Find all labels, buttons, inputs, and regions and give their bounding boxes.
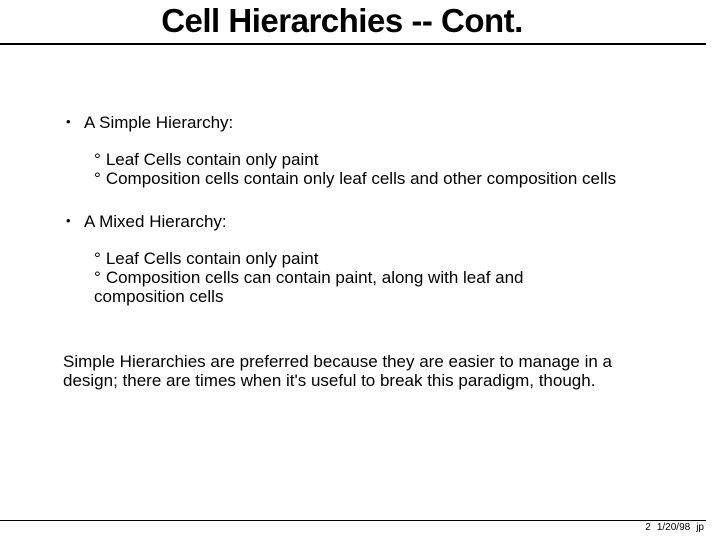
sub-item-simple-composition: [94, 169, 616, 188]
footer-date: 1/20/98: [656, 522, 691, 533]
bullet-text: A Simple Hierarchy:: [84, 113, 234, 132]
bullet-simple-hierarchy: [66, 113, 233, 133]
title-underline: [0, 43, 706, 45]
bullet-text: A Mixed Hierarchy:: [84, 212, 227, 231]
footer-rule: [0, 520, 706, 521]
paragraph-line-2: design; there are times when it's useful to break this paradigm, though.: [63, 371, 596, 390]
bullet-dot-icon: •: [66, 114, 71, 129]
page-number: 2: [645, 522, 651, 533]
sub-item-simple-leaf: [94, 150, 318, 169]
degree-bullet-icon: °: [94, 268, 101, 287]
sub-item-mixed-leaf: [94, 249, 318, 268]
sub-item-mixed-composition: [94, 268, 524, 287]
degree-bullet-icon: °: [94, 150, 101, 169]
sub-item-text: Composition cells can contain paint, along with leaf and: [105, 268, 524, 287]
bullet-mixed-hierarchy: [66, 212, 227, 232]
paragraph-line-1: Simple Hierarchies are preferred because they are easier to manage in a: [63, 352, 613, 371]
slide-footer: [639, 522, 704, 533]
footer-initials: jp: [696, 522, 704, 533]
sub-item-text: Leaf Cells contain only paint: [105, 249, 319, 268]
degree-bullet-icon: °: [94, 249, 101, 268]
sub-item-text: Leaf Cells contain only paint: [105, 150, 319, 169]
sub-item-text: Composition cells contain only leaf cells and other composition cells: [105, 169, 617, 188]
degree-bullet-icon: °: [94, 169, 101, 188]
slide-title: Cell Hierarchies -- Cont.: [161, 2, 523, 39]
bullet-dot-icon: •: [66, 213, 71, 228]
sub-item-mixed-continuation: composition cells: [94, 287, 224, 306]
